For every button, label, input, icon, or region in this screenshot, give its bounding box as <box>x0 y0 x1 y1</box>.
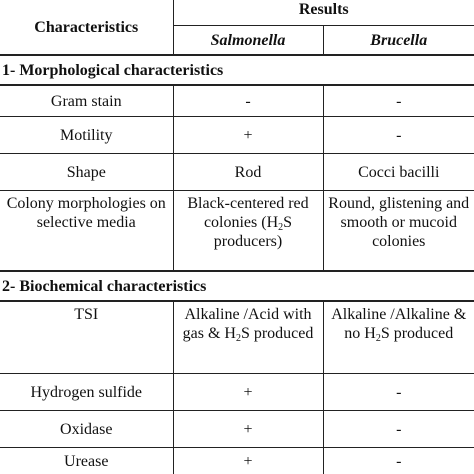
text-part: Alkaline /Alkaline & no H <box>331 306 466 342</box>
salmonella-value <box>173 191 323 272</box>
table-row <box>0 85 474 117</box>
salmonella-value: + <box>173 411 323 448</box>
salmonella-value: + <box>173 448 323 474</box>
row-name: Oxidase <box>0 411 173 448</box>
characteristics-header: Characteristics <box>0 0 173 55</box>
salmonella-value <box>173 301 323 374</box>
section-title: 1- Morphological characteristics <box>0 55 474 85</box>
row-name: Shape <box>0 154 173 191</box>
table-row <box>0 154 474 191</box>
row-name: Hydrogen sulfide <box>0 374 173 411</box>
brucella-value: - <box>323 117 474 154</box>
section-title: 2- Biochemical characteristics <box>0 271 474 301</box>
salmonella-header: Salmonella <box>173 26 323 56</box>
results-header: Results <box>173 0 474 26</box>
salmonella-value: + <box>173 117 323 154</box>
table-row <box>0 448 474 474</box>
table-row <box>0 191 474 272</box>
subscript: 2 <box>278 222 283 233</box>
row-name: Gram stain <box>0 85 173 117</box>
brucella-value: - <box>323 448 474 474</box>
row-name: TSI <box>0 301 173 374</box>
subscript: 2 <box>376 333 381 344</box>
brucella-value: - <box>323 85 474 117</box>
text-part: Alkaline /Acid with gas & H <box>183 306 312 342</box>
row-name: Motility <box>0 117 173 154</box>
table-row <box>0 301 474 374</box>
header-row <box>0 0 474 26</box>
subscript: 2 <box>236 333 241 344</box>
row-name: Colony morphologies on selective media <box>0 191 173 272</box>
brucella-value: - <box>323 374 474 411</box>
brucella-value: Cocci bacilli <box>323 154 474 191</box>
table-row <box>0 411 474 448</box>
section-biochemical <box>0 271 474 301</box>
section-morphological <box>0 55 474 85</box>
brucella-value <box>323 301 474 374</box>
text-part: S produced <box>381 325 453 342</box>
row-name: Urease <box>0 448 173 474</box>
brucella-value: Round, glistening and smooth or mucoid colonies <box>323 191 474 272</box>
table-row <box>0 117 474 154</box>
text-part: S produced <box>241 325 313 342</box>
brucella-header: Brucella <box>323 26 474 56</box>
table-row <box>0 374 474 411</box>
text-part: S producers) <box>214 214 292 250</box>
text-part: Black-centered red colonies (H <box>187 195 308 231</box>
salmonella-value: - <box>173 85 323 117</box>
salmonella-value: + <box>173 374 323 411</box>
brucella-value: - <box>323 411 474 448</box>
salmonella-value: Rod <box>173 154 323 191</box>
